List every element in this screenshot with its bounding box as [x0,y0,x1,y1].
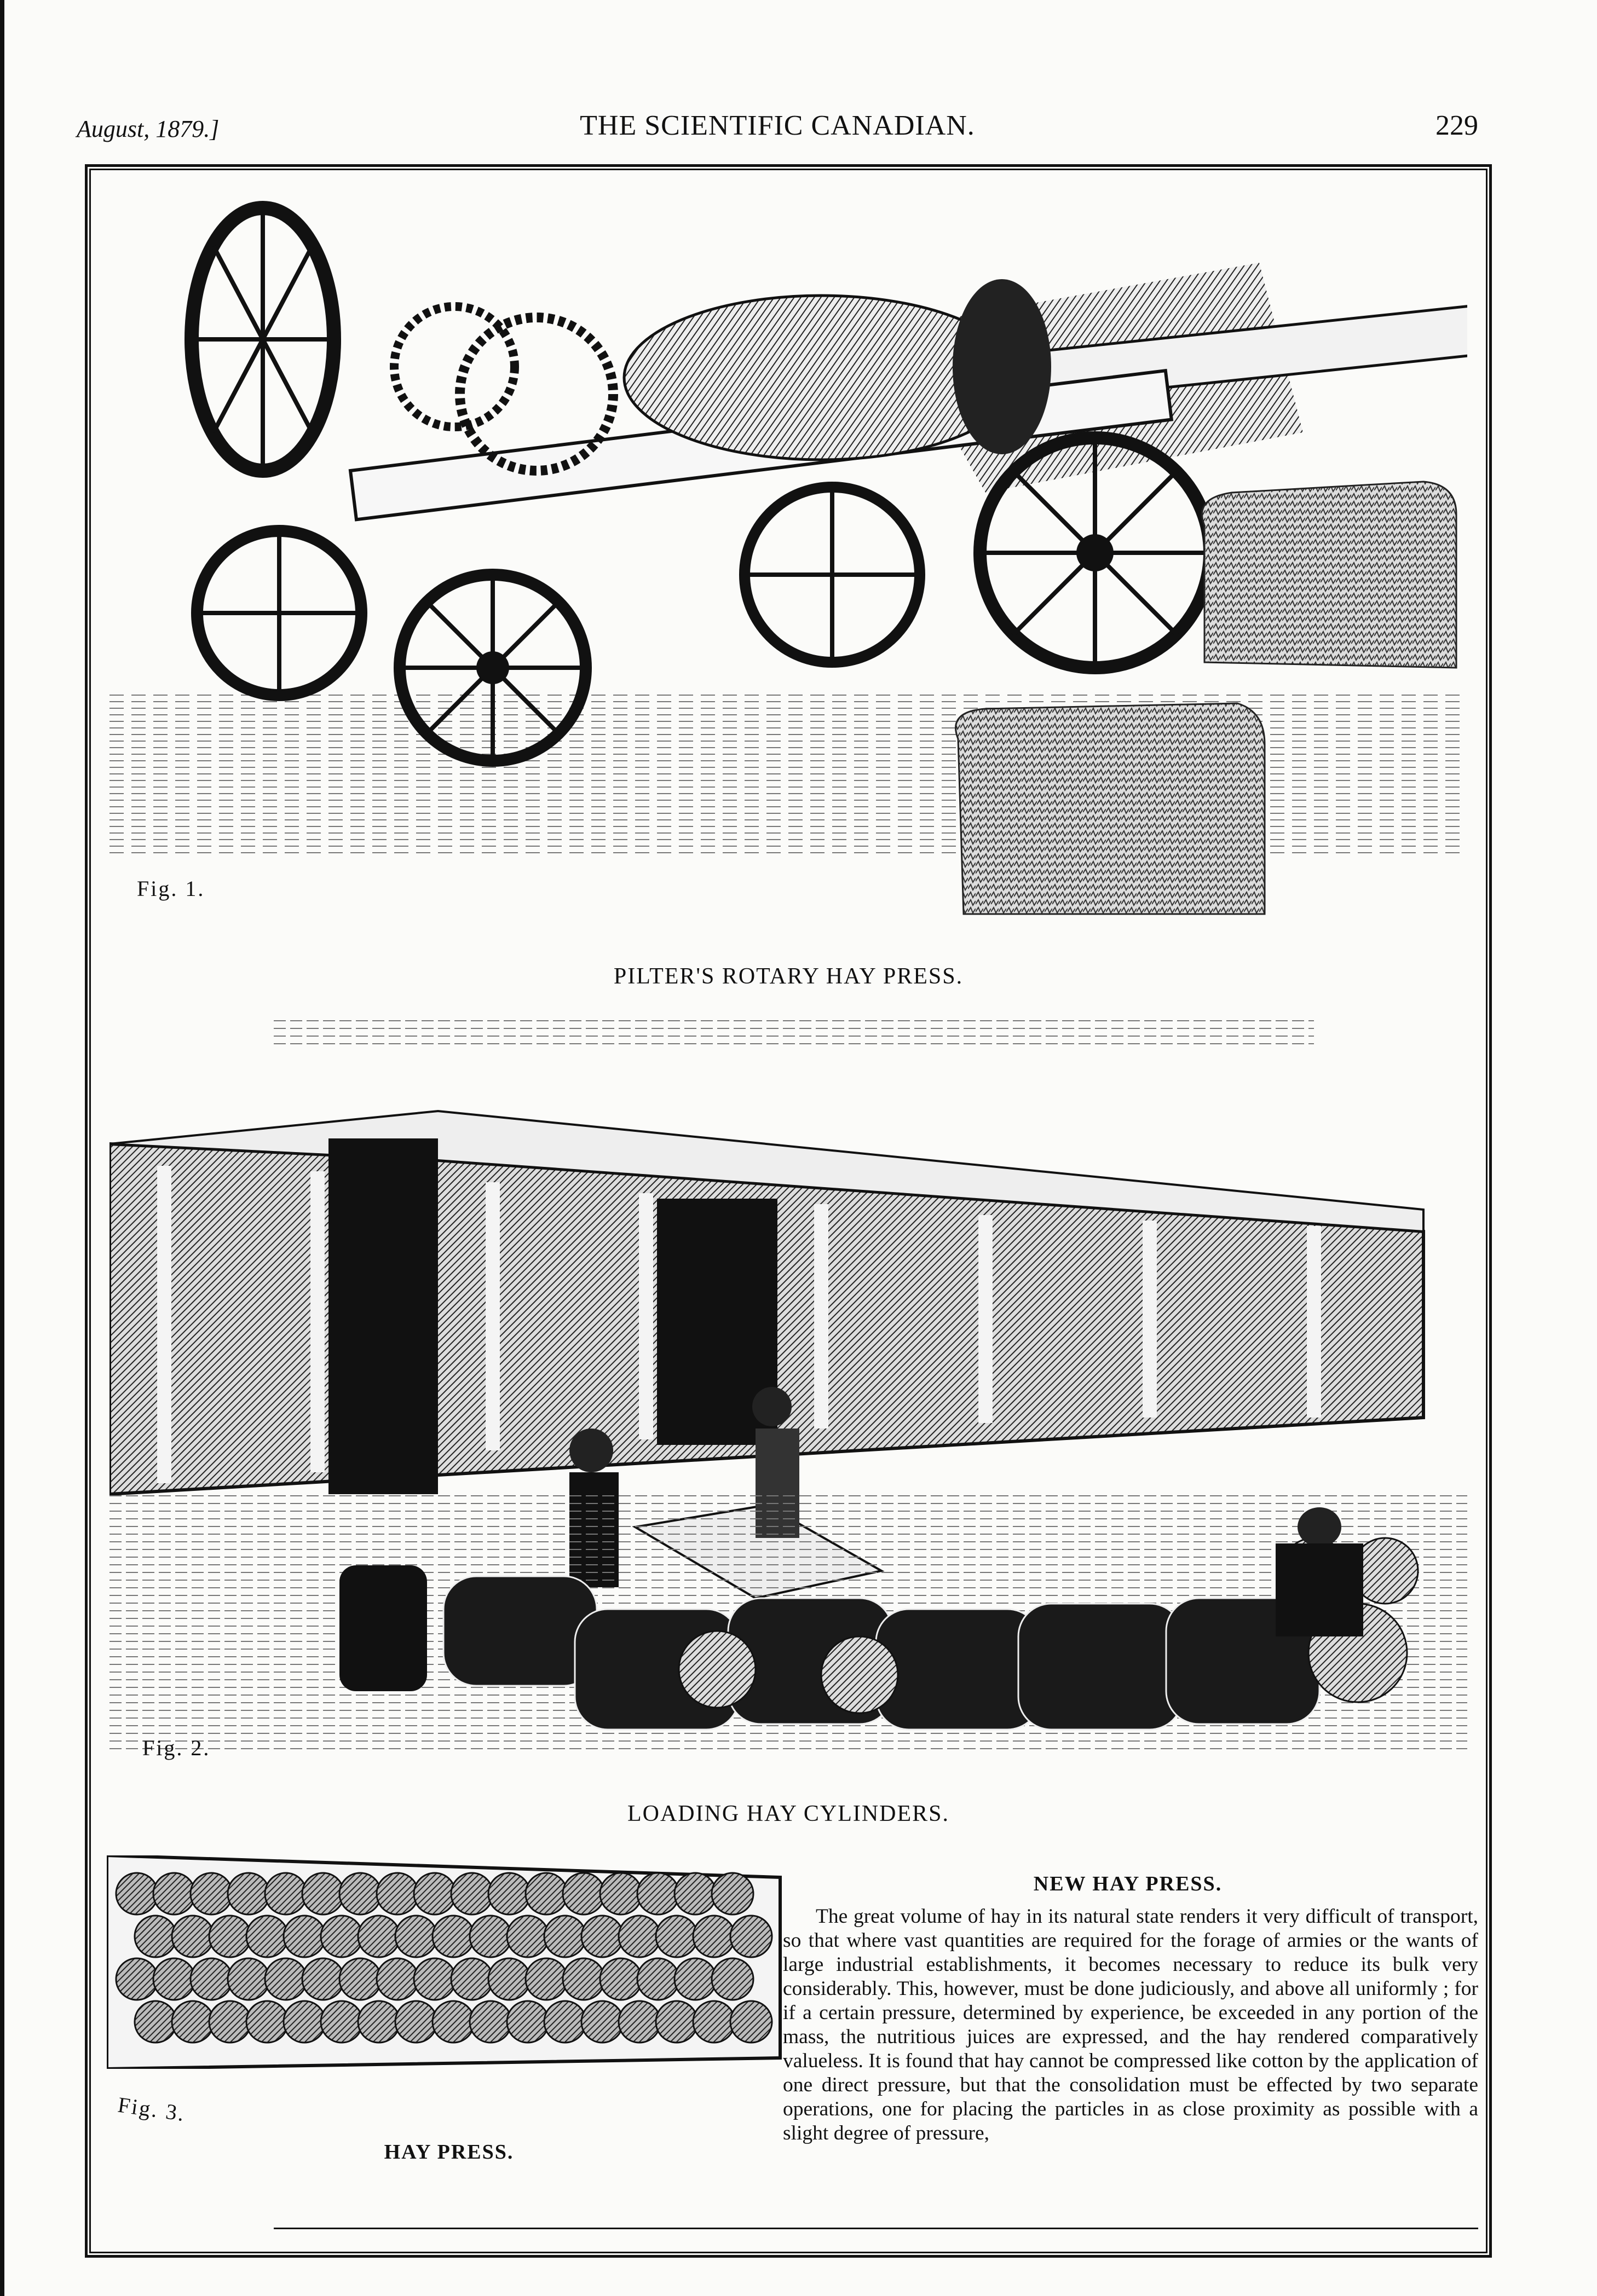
hay-cylinder-end [377,1958,418,2000]
hay-cylinder-end [339,1873,381,1915]
hay-cylinder-end [712,1873,753,1915]
packed-cylinders-illustration [107,1855,791,2069]
hay-cylinder-end [637,1958,679,2000]
article-title: NEW HAY PRESS. [1033,1872,1223,1895]
hay-cylinder-end [544,2001,586,2043]
hay-cylinder-end [395,2001,437,2043]
hay-cylinder-end [339,1958,381,2000]
hay-cylinder-end [451,1873,493,1915]
hay-cylinder-end [600,1873,642,1915]
hay-cylinder-end [433,2001,474,2043]
hay-cylinder-end [153,1873,195,1915]
hay-cylinder-end [581,1916,623,1957]
hay-cylinder-end [451,1958,493,2000]
hay-cylinder-end [228,1958,269,2000]
hay-cylinder-end [358,2001,400,2043]
hay-cylinder-end [153,1958,195,2000]
fig3-label: Fig. 3. [116,2092,187,2126]
hay-cylinder-end [637,1873,679,1915]
page-edge-rule [0,0,4,2296]
fig2-engraving-loading-hay [109,1002,1467,1751]
hay-cylinder-end [674,1958,716,2000]
hay-cylinder-end [488,1958,530,2000]
fig1-caption: PILTER'S ROTARY HAY PRESS. [613,964,964,989]
hay-cylinder-end [116,1873,158,1915]
hay-cylinder-end [656,2001,697,2043]
hay-cylinder-end [358,1916,400,1957]
fig1-label: Fig. 1. [137,876,205,901]
hay-cylinder-end [730,2001,772,2043]
hay-cylinder-end [470,1916,511,1957]
fig3-caption: HAY PRESS. [384,2141,514,2164]
hay-cylinder-end [246,1916,288,1957]
hay-cylinder-end [284,1916,325,1957]
hay-cylinder-end [619,2001,660,2043]
hay-cylinder-end [433,1916,474,1957]
hay-cylinder-end [209,2001,251,2043]
bottom-rule [274,2228,1478,2229]
hay-cylinder-end [191,1958,232,2000]
running-header [77,109,1478,153]
hay-cylinder-end [321,2001,362,2043]
hay-cylinder-end [619,1916,660,1957]
hay-cylinder-end [693,2001,735,2043]
hay-cylinder-end [414,1958,456,2000]
hay-cylinder-end [674,1873,716,1915]
hay-cylinder-end [507,1916,549,1957]
hay-cylinder-end [526,1958,567,2000]
hay-cylinder-end [265,1873,307,1915]
hay-cylinder-end [507,2001,549,2043]
fig2-label: Fig. 2. [142,1736,211,1760]
fig1-engraving-hay-press [109,186,1467,936]
fig2-caption: LOADING HAY CYLINDERS. [627,1801,950,1826]
hay-cylinder-end [563,1873,604,1915]
hay-cylinder-end [191,1873,232,1915]
hay-cylinder-end [321,1916,362,1957]
hay-cylinder-end [656,1916,697,1957]
hay-cylinder-end [172,2001,214,2043]
hay-cylinder-end [563,1958,604,2000]
hay-cylinder-end [246,2001,288,2043]
hay-press-illustration [109,186,1467,936]
issue-date: August, 1879.] [77,115,220,142]
hay-cylinder-end [544,1916,586,1957]
hay-cylinder-end [209,1916,251,1957]
rail-cars-illustration [109,1002,1467,1751]
hay-cylinder-end [470,2001,511,2043]
hay-cylinder-end [730,1916,772,1957]
hay-cylinder-end [581,2001,623,2043]
hay-cylinder-end [135,2001,176,2043]
page-number: 229 [1435,110,1478,141]
article-body [783,1905,1478,2145]
hay-cylinder-end [135,1916,176,1957]
hay-cylinder-end [172,1916,214,1957]
hay-cylinder-end [526,1873,567,1915]
hay-cylinder-end [284,2001,325,2043]
hay-cylinder-end [600,1958,642,2000]
hay-cylinder-end [395,1916,437,1957]
hay-cylinder-end [228,1873,269,1915]
article-paragraph: The great volume of hay in its natural state renders it very difficult of transport, so that where vast quantities are required for the forage of armies or the wants of large industrial establishments, it becomes necessary to reduce its bulk very considerably. This, however, must be done judiciously, and above all uniformly ; for if a certain pressure, determined by experience, be exceeded in any portion of the mass, the nutritious juices are expressed, and the hay rendered comparatively valueless. It is found that hay cannot be compressed like cotton by the application of one direct pressure, but that the consolidation must be effected by two separate operations, one for placing the particles in as close proximity as possible with a slight degree of pressure, [783,1905,1478,2144]
fig3-engraving-packed-cylinders [107,1855,791,2069]
hay-cylinder-end [265,1958,307,2000]
hay-cylinder-end [116,1958,158,2000]
hay-cylinder-end [377,1873,418,1915]
hay-cylinder-end [302,1873,344,1915]
hay-cylinder-end [414,1873,456,1915]
hay-cylinder-end [302,1958,344,2000]
journal-title: THE SCIENTIFIC CANADIAN. [580,110,975,141]
hay-cylinder-end [693,1916,735,1957]
hay-cylinder-end [712,1958,753,2000]
hay-cylinder-end [488,1873,530,1915]
